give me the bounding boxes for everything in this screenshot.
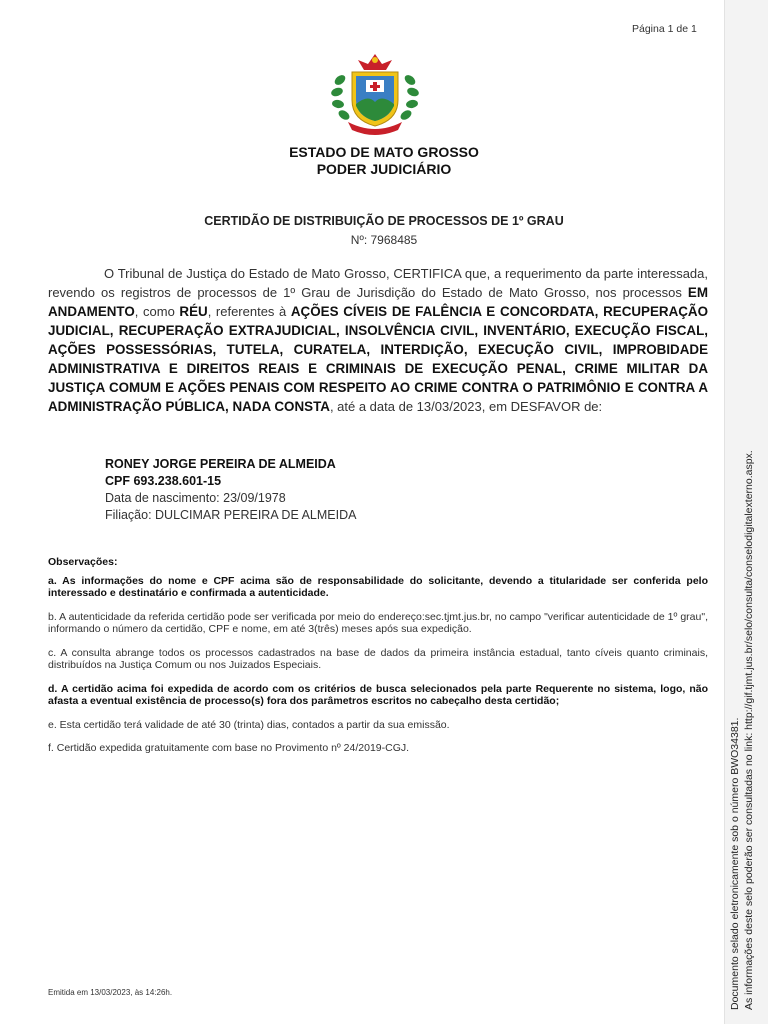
person-cpf: CPF 693.238.601-15 <box>105 474 222 488</box>
observation-b: b. A autenticidade da referida certidão pode ser verificada por meio do endereço:sec.tjmt.jus.br, no campo "verificar autenticidade de 1º grau", informando o número da certidão, CPF e nome, em até 3(três) meses após sua expedição. <box>48 610 708 635</box>
certificate-title: CERTIDÃO DE DISTRIBUIÇÃO DE PROCESSOS DE 1º GRAU <box>204 214 564 228</box>
observation-d: d. A certidão acima foi expedida de acordo com os critérios de busca selecionados pela parte Requerente no sistema, logo, não afasta a eventual existência de processo(s) fora dos parâmetros escritos no cabeçalho desta certidão; <box>48 682 708 707</box>
seal-number-text: Documento selado eletronicamente sob o número BWO34381. <box>729 717 741 1010</box>
page-number: Página 1 de 1 <box>632 23 697 35</box>
electronic-seal-note <box>728 10 756 1010</box>
body-connector: , como <box>134 304 180 319</box>
person-filiation: Filiação: DULCIMAR PEREIRA DE ALMEIDA <box>105 508 357 522</box>
subject-person <box>105 456 356 524</box>
observation-e: e. Esta certidão terá validade de até 30 (trinta) dias, contados a partir da sua emissão. <box>48 718 450 731</box>
certificate-body <box>48 264 708 416</box>
person-name: RONEY JORGE PEREIRA DE ALMEIDA <box>105 457 336 471</box>
body-closing: , até a data de 13/03/2023, em DESFAVOR de: <box>329 399 603 414</box>
case-subjects: AÇÕES CÍVEIS DE FALÊNCIA E CONCORDATA, RECUPERAÇÃO JUDICIAL, RECUPERAÇÃO EXTRAJUDICIAL, INSOLVÊNCIA CIVIL, INVENTÁRIO, EXECUÇÃO FISCAL, AÇÕES POSSESSÓRIAS, TUTELA, CURATELA, INTERDIÇÃO, EXECUÇÃO CIVIL, IMPROBIDADE ADMINISTRATIVA E DIREITOS REAIS E CRIMINAIS DE EXECUÇÃO PENAL, CRIME MILITAR DA JUSTIÇA COMUM E AÇÕES PENAIS COM RESPEITO AO CRIME CONTRA O PATRIMÔNIO E CONTRA A ADMINISTRAÇÃO PÚBLICA, NADA CONSTA <box>48 304 708 414</box>
observation-c: c. A consulta abrange todos os processos cadastrados na base de dados da primeira instância estadual, tanto cíveis quanto criminais, distribuídos na Justiça Comum ou nos Juizados Especiais. <box>48 646 708 671</box>
body-intro: O Tribunal de Justiça do Estado de Mato Grosso, CERTIFICA que, a requerimento da parte interessada, revendo os registros de processos de 1º Grau de Jurisdição do Estado de Mato Grosso, nos processos <box>48 266 708 300</box>
person-birth-date: Data de nascimento: 23/09/1978 <box>105 491 286 505</box>
branch-name: PODER JUDICIÁRIO <box>316 161 452 177</box>
body-connector-2: , referentes à <box>207 304 291 319</box>
party-role: RÉU <box>179 304 208 319</box>
observation-f: f. Certidão expedida gratuitamente com base no Provimento nº 24/2019-CGJ. <box>48 742 410 754</box>
certificate-number: Nº: 7968485 <box>350 233 418 247</box>
process-status: EM ANDAMENTO <box>48 285 708 319</box>
emission-timestamp: Emitida em 13/03/2023, às 14:26h. <box>48 988 173 997</box>
seal-link-text: As informações deste selo poderão ser consultadas no link: http://gif.tjmt.jus.br/selo/consulta/conselodigitalexterno.aspx. <box>743 450 755 1010</box>
observation-a: a. As informações do nome e CPF acima são de responsabilidade do solicitante, devendo a titularidade ser conferida pelo interessado e destinatário e confirmada a autenticidade. <box>48 574 708 599</box>
observations <box>48 556 708 766</box>
issuer-header <box>0 144 768 178</box>
state-name: ESTADO DE MATO GROSSO <box>289 144 479 160</box>
observations-title: Observações: <box>48 556 118 568</box>
state-coat-of-arms-icon <box>328 50 422 136</box>
